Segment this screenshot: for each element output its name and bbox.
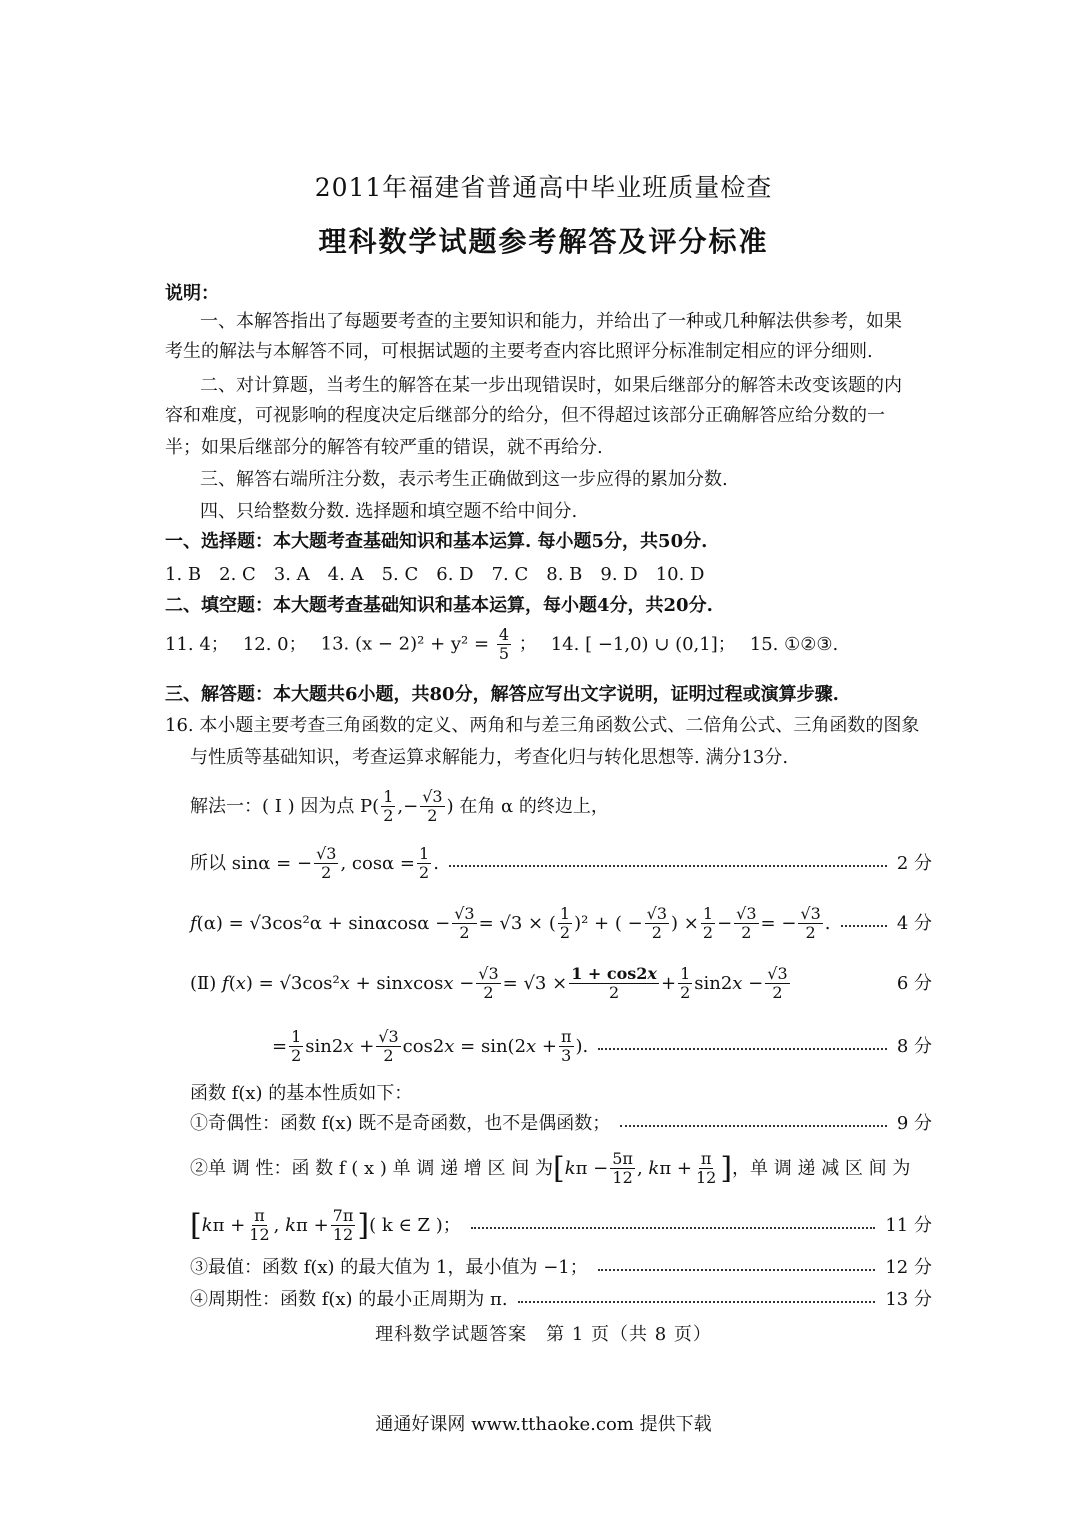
dotted-leader — [471, 1227, 876, 1229]
dotted-leader — [598, 1048, 887, 1050]
property-period: ④周期性：函数 f(x) 的最小正周期为 π. 13 分 — [190, 1289, 932, 1310]
answer-11: 11. 4； — [165, 633, 229, 655]
document-subtitle: 理科数学试题参考解答及评分标准 — [318, 225, 769, 258]
score-label: 4 分 — [896, 912, 932, 934]
property-monotonic-cont: [ kπ + $\frac{\pi}{12}$ , kπ + $\frac{7\pi}{12}$ ] ( k ∈ Z )； 11 分 — [190, 1206, 932, 1244]
note-line: 三、解答右端所注分数，表示考生正确做到这一步应得的累加分数. — [200, 469, 728, 490]
score-label: 12 分 — [885, 1257, 932, 1278]
notes-heading: 说明： — [165, 283, 219, 304]
property-parity: ①奇偶性：函数 f(x) 既不是奇函数，也不是偶函数； 9 分 — [190, 1113, 932, 1134]
score-label: 2 分 — [896, 852, 932, 874]
page-footer: 理科数学试题答案 第 1 页（共 8 页） — [375, 1324, 712, 1345]
step-simplify: = $\frac{1}{2}$ sin2x + $\frac{√3}{2}$ cos2x = sin(2x + $\frac{\pi}{3}$ ). 8 分 — [272, 1027, 932, 1065]
note-line: 半；如果后继部分的解答有较严重的错误，就不再给分. — [165, 437, 603, 458]
answer-14: 14. [ −1,0) ∪ (0,1]； — [550, 633, 736, 655]
property-extrema: ③最值：函数 f(x) 的最大值为 1，最小值为 −1； 12 分 — [190, 1257, 932, 1278]
q16-description: 16. 本小题主要考查三角函数的定义、两角和与差三角函数公式、二倍角公式、三角函数的图象 — [165, 715, 920, 736]
score-label: 11 分 — [885, 1214, 932, 1236]
note-line: 考生的解法与本解答不同，可根据试题的主要考查内容比照评分标准制定相应的评分细则. — [165, 341, 873, 362]
dotted-leader — [620, 1125, 887, 1127]
score-label: 8 分 — [896, 1035, 932, 1057]
dotted-leader — [598, 1269, 876, 1271]
document-title: 2011年福建省普通高中毕业班质量检查 — [314, 173, 773, 202]
score-label: 6 分 — [896, 972, 932, 994]
fill-answers — [165, 626, 838, 663]
note-line: 容和难度，可视影响的程度决定后继部分的给分，但不得超过该部分正确解答应给分数的一 — [165, 405, 885, 426]
answer-12: 12. 0； — [242, 633, 307, 655]
choice-answers: 1. B 2. C 3. A 4. A 5. C 6. D 7. C 8. B 9. D 10. D — [165, 564, 705, 585]
step-f-x: (Ⅱ) f(x) = √3cos²x + sinxcosx − $\frac{√3}{2}$ = √3 × $\frac{1 + \cos 2x}{2}$ + $\frac{1}{2}$ sin2x − $\frac{√3}{2}$ 6 分 — [190, 964, 932, 1002]
dotted-leader — [518, 1301, 876, 1303]
score-label: 13 分 — [885, 1289, 932, 1310]
section-solve-heading: 三、解答题：本大题共6小题，共80分，解答应写出文字说明，证明过程或演算步骤. — [165, 684, 839, 705]
fraction: $\frac{4}{5}$ — [498, 625, 509, 663]
section-fill-heading: 二、填空题：本大题考查基础知识和基本运算，每小题4分，共20分. — [165, 595, 713, 616]
note-line: 二、对计算题，当考生的解答在某一步出现错误时，如果后继部分的解答未改变该题的内 — [200, 375, 902, 396]
note-line: 四、只给整数分数. 选择题和填空题不给中间分. — [200, 501, 578, 522]
section-choice-heading: 一、选择题：本大题考查基础知识和基本运算. 每小题5分，共50分. — [165, 531, 708, 552]
dotted-leader — [841, 925, 887, 927]
step-f-alpha: f(α) = √3cos²α + sinαcosα − $\frac{√3}{2}$ = √3 × ( $\frac{1}{2}$ )² + ( − $\frac{√3}{2}$ ) × $\frac{1}{2}$ − $\frac{√3}{2}$ = − $\frac{√3}{2}$ . 4 分 — [190, 904, 932, 942]
properties-heading: 函数 f(x) 的基本性质如下： — [190, 1083, 413, 1104]
note-line: 一、本解答指出了每题要考查的主要知识和能力，并给出了一种或几种解法供参考，如果 — [200, 311, 902, 332]
score-label: 9 分 — [896, 1113, 932, 1134]
source-link[interactable]: 通通好课网 www.tthaoke.com 提供下载 — [375, 1414, 712, 1435]
answer-15: 15. ①②③. — [749, 633, 839, 655]
dotted-leader — [449, 865, 887, 867]
solution-intro: 解法一：( Ⅰ ) 因为点 P( $\frac{1}{2}$ , − $\frac{√3}{2}$ ) 在角 α 的终边上， — [190, 787, 609, 825]
q16-description: 与性质等基础知识，考查运算求解能力，考查化归与转化思想等. 满分13分. — [190, 747, 789, 768]
answer-13: 13. (x − 2)² + y² = $\frac{4}{5}$ ； — [320, 625, 537, 663]
step-sin-cos: 所以 sinα = − $\frac{√3}{2}$ , cosα = $\frac{1}{2}$ . 2 分 — [190, 844, 932, 882]
property-monotonic: ②单 调 性：函 数 f ( x ) 单 调 递 增 区 间 为 [ kπ − $\frac{5\pi}{12}$ , kπ + $\frac{\pi}{12}$ ] ，单 调 递 减 区 间 为 — [190, 1149, 911, 1187]
